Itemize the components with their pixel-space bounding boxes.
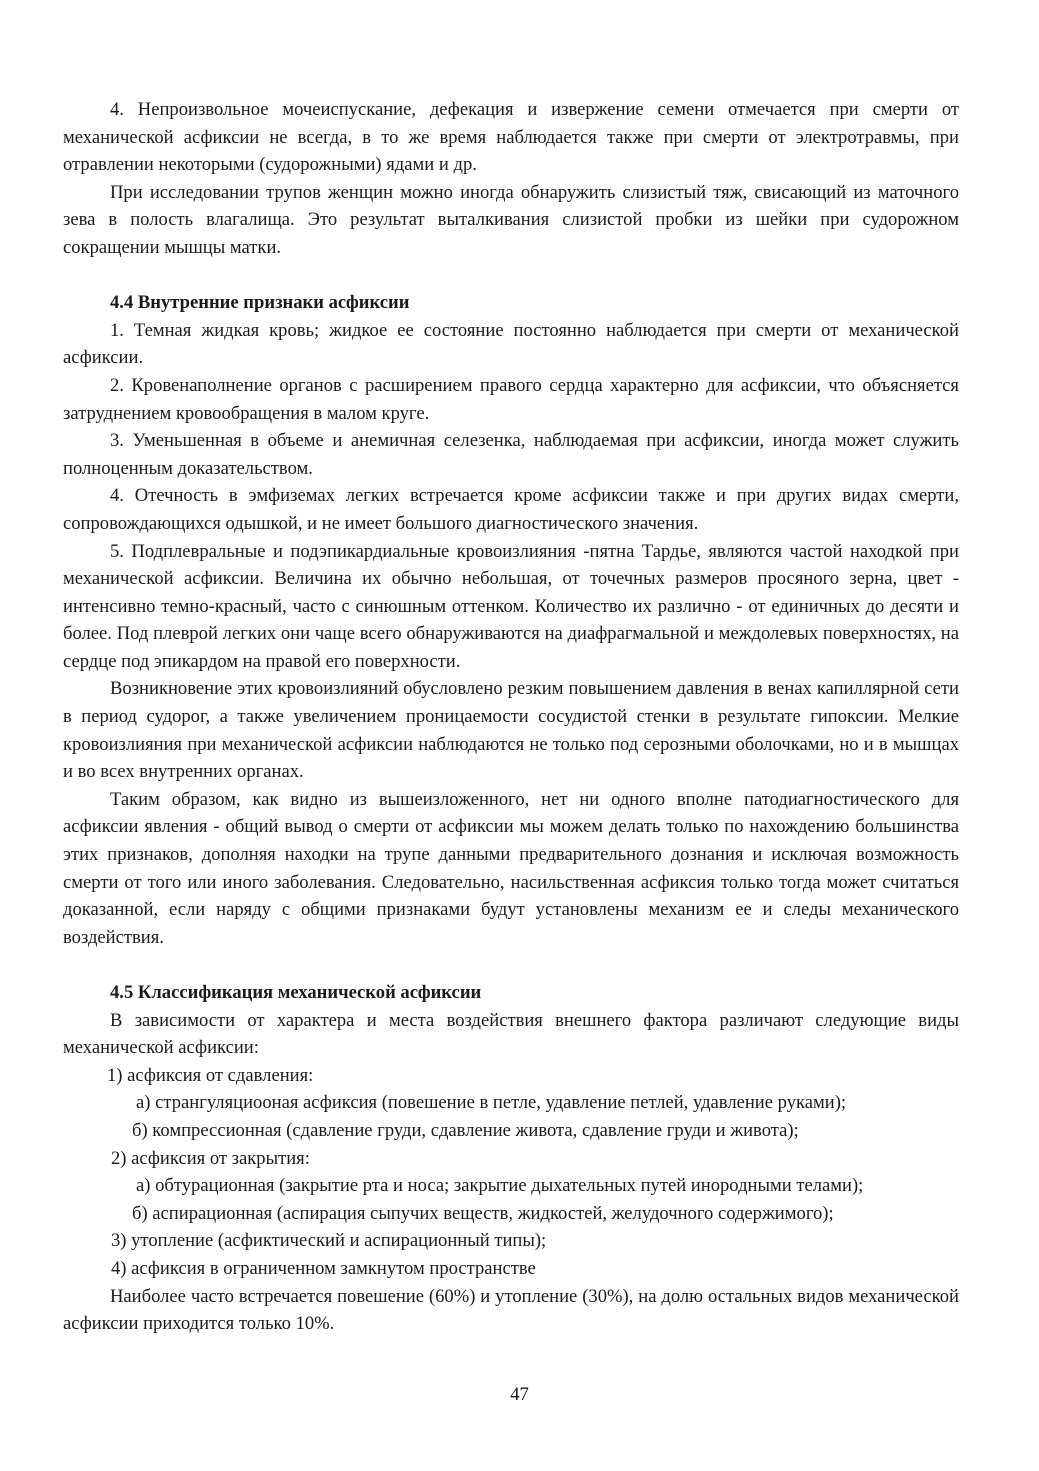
list-item: 4. Отечность в эмфиземах легких встречается кроме асфиксии также и при других видах смерти, сопровождающихся одышкой, и не имеет большого диагностического значения. <box>63 485 959 534</box>
paragraph: При исследовании трупов женщин можно иногда обнаружить слизистый тяж, свисающий из маточного зева в полость влагалища. Это результат выталкивания слизистой пробки из шейки при судорожном сокращении мышцы матки. <box>63 181 959 258</box>
list-item: 1. Темная жидкая кровь; жидкое ее состояние постоянно наблюдается при смерти от механической асфиксии. <box>63 319 959 369</box>
classification-subitem: а) странгуляциооная асфиксия (повешение в петле, удавление петлей, удавление руками); <box>136 1092 847 1114</box>
section-heading-4-5: 4.5 Классификация механической асфиксии <box>110 982 482 1003</box>
paragraph: 4. Непроизвольное мочеиспускание, дефекация и извержение семени отмечается при смерти от механической асфиксии не всегда, в то же время наблюдается также при смерти от электротравмы, при отравлении некоторыми (судорожными) ядами и др. <box>63 99 959 176</box>
paragraph: Возникновение этих кровоизлияний обусловлено резким повышением давления в венах капиллярной сети в период судорог, а также увеличением проницаемости сосудистой стенки в результате гипоксии. Мелкие кровоизлияния при механической асфиксии наблюдаются не только под серозными оболочками, но и в мышцах и во всех внутренних органах. <box>63 678 959 783</box>
document-page <box>63 96 959 1338</box>
section-heading-4-4: 4.4 Внутренние признаки асфиксии <box>110 292 410 314</box>
classification-subitem: а) обтурационная (закрытие рта и носа; закрытие дыхательных путей инородными телами); <box>136 1175 864 1197</box>
classification-item: 2) асфиксия от закрытия: <box>111 1147 310 1169</box>
classification-item: 3) утопление (асфиктический и аспирационный типы); <box>111 1230 547 1252</box>
classification-subitem: б) компрессионная (сдавление груди, сдавление живота, сдавление груди и живота); <box>132 1119 799 1141</box>
list-item: 5. Подплевральные и подэпикардиальные кровоизлияния -пятна Тардье, являются частой находкой при механической асфиксии. Величина их обычно небольшая, от точечных размеров просяного зерна, цвет - интенсивно темно-красный, часто с синюшным оттенком. Количество их различно - от единичных до десяти и более. Под плеврой легких они чаще всего обнаруживаются на диафрагмальной и междолевых поверхностях, на сердце под эпикардом на правой его поверхности. <box>63 540 959 672</box>
classification-subitem: б) аспирационная (аспирация сыпучих веществ, жидкостей, желудочного содержимого); <box>132 1202 834 1224</box>
list-item: 2. Кровенаполнение органов с расширением правого сердца характерно для асфиксии, что объясняется затруднением кровообращения в малом круге. <box>63 374 959 424</box>
paragraph: Наиболее часто встречается повешение (60%) и утопление (30%), на долю остальных видов механической асфиксии приходится только 10%. <box>63 1285 959 1335</box>
classification-item: 1) асфиксия от сдавления: <box>107 1064 314 1086</box>
paragraph: Таким образом, как видно из вышеизложенного, нет ни одного вполне патодиагностического для асфиксии явления - общий вывод о смерти от асфиксии мы можем делать только по нахождению большинства этих признаков, дополняя находки на трупе данными предварительного дознания и исключая возможность смерти от того или иного заболевания. Следовательно, насильственная асфиксия только тогда может считаться доказанной, если наряду с общими признаками будут установлены механизм ее и следы механического воздействия. <box>63 788 959 948</box>
paragraph: В зависимости от характера и места воздействия внешнего фактора различают следующие виды механической асфиксии: <box>63 1009 959 1059</box>
list-item: 3. Уменьшенная в объеме и анемичная селезенка, наблюдаемая при асфиксии, иногда может служить полноценным доказательством. <box>63 430 959 479</box>
page-number: 47 <box>510 1384 529 1405</box>
classification-item: 4) асфиксия в ограниченном замкнутом пространстве <box>111 1257 536 1279</box>
